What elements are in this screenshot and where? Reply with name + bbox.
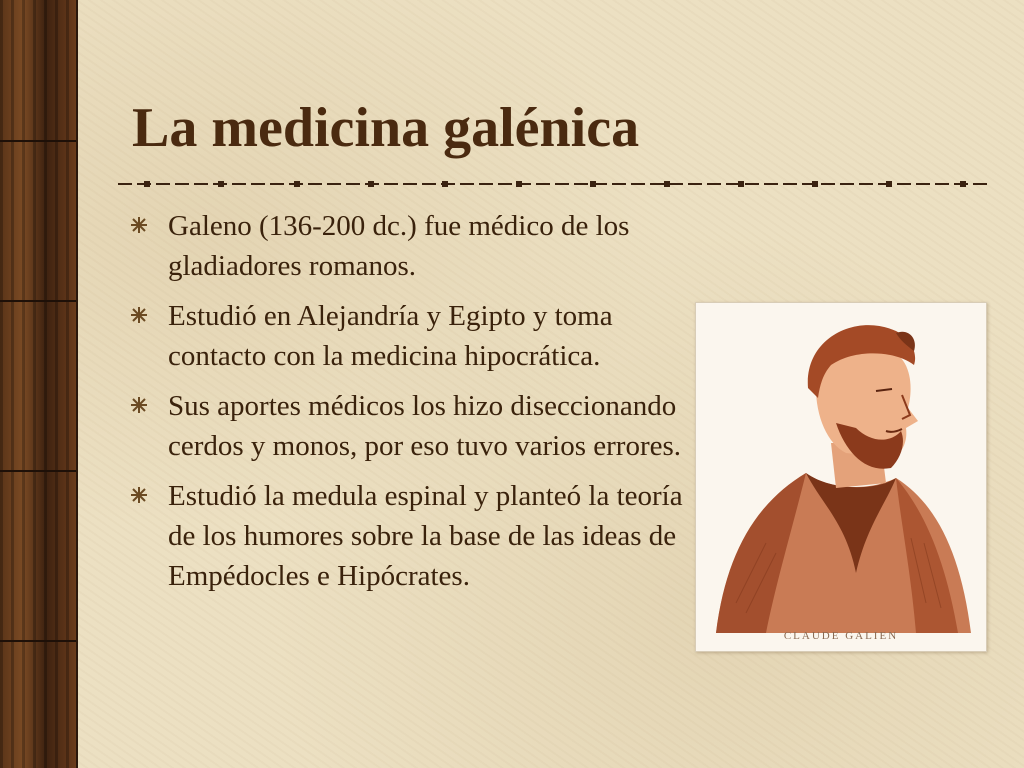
decorative-wood-bar [0, 0, 78, 768]
list-item [130, 386, 690, 466]
portrait-image [695, 302, 987, 652]
bullet-text: Estudió en Alejandría y Egipto y toma contacto con la medicina hipocrática. [168, 300, 613, 372]
list-item [130, 296, 690, 376]
bullet-list [130, 206, 690, 606]
list-item [130, 206, 690, 286]
slide-title: La medicina galénica [132, 97, 640, 159]
decorative-divider [118, 176, 990, 192]
bullet-text: Galeno (136-200 dc.) fue médico de los gladiadores romanos. [168, 210, 630, 282]
bullet-text: Estudió la medula espinal y planteó la teoría de los humores sobre la base de las ideas de Empédocles e Hipócrates. [168, 480, 683, 592]
asterisk-bullet-icon [130, 306, 148, 324]
asterisk-bullet-icon [130, 396, 148, 414]
svg-text:CLAUDE GALIEN: CLAUDE GALIEN [783, 630, 899, 642]
asterisk-bullet-icon [130, 216, 148, 234]
bullet-text: Sus aportes médicos los hizo diseccionando cerdos y monos, por eso tuvo varios errores. [168, 390, 682, 462]
list-item [130, 476, 690, 596]
asterisk-bullet-icon [130, 486, 148, 504]
portrait-of-galen-icon [696, 303, 986, 651]
